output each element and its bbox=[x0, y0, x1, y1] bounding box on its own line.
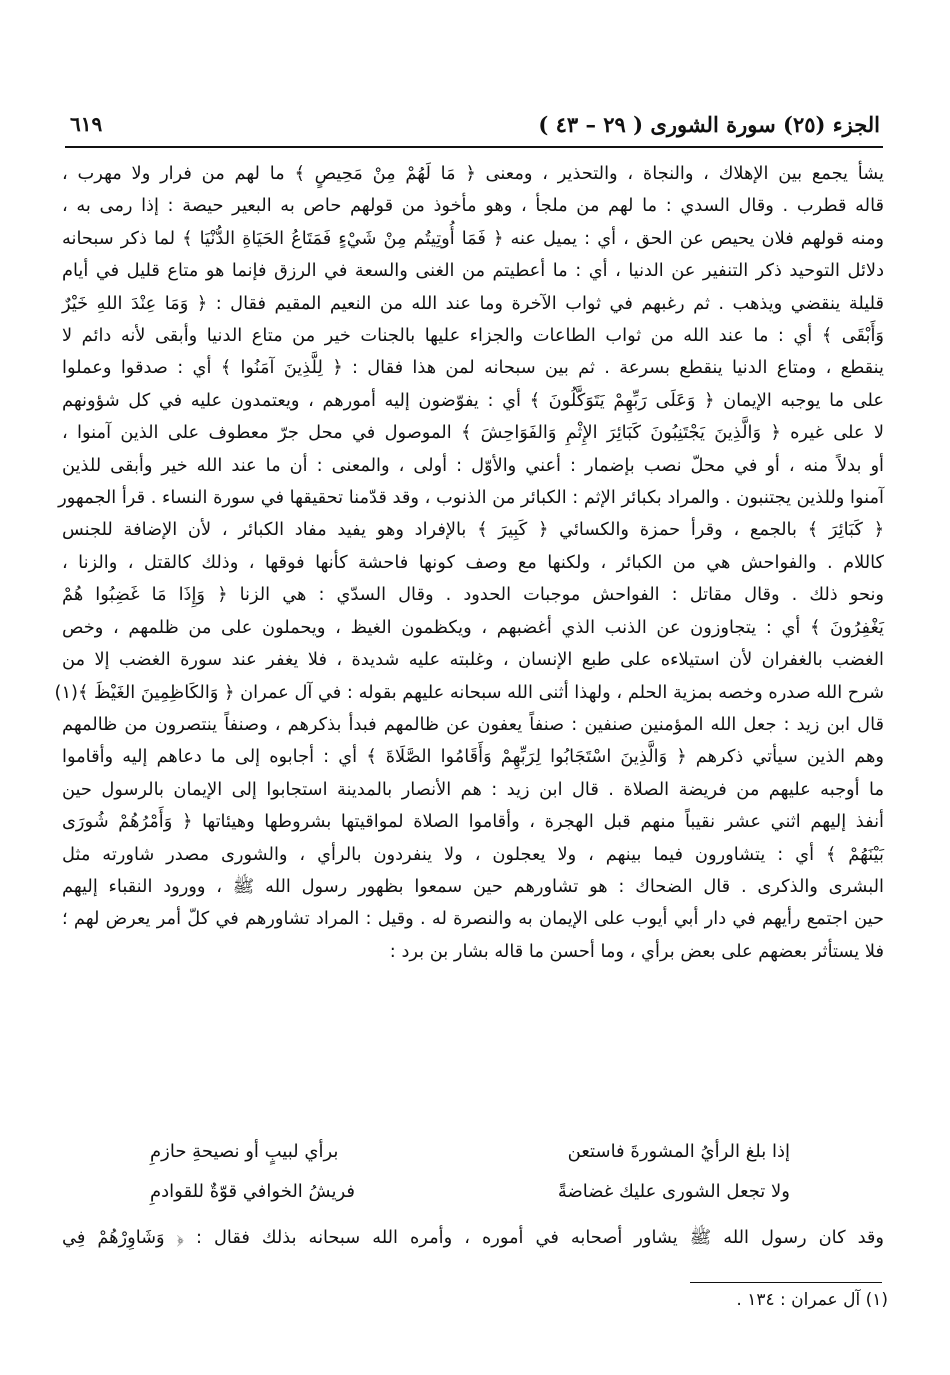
text-line: لا على غيره ﴿ وَالَّذِينَ يَجْتَنِبُونَ كَبَائِرَ الإِثْمِ وَالفَوَاحِشَ ﴾ الموصول في محل جرّ معطوف على الذين آمنوا ، bbox=[62, 422, 884, 444]
text-line: على ما يوجبه الإيمان ﴿ وَعَلَى رَبِّهِمْ يَتَوَكَّلُونَ ﴾ أي : يفوّضون إليه أمورهم ، ويعتمدون عليه في كل شؤونهم bbox=[62, 389, 884, 411]
page-header bbox=[70, 112, 880, 146]
text-line: بَيْنَهُمْ ﴾ أي : يتشاورون فيما بينهم ، ولا يعجلون ، ولا ينفردون بالرأي ، والشورى مصدر شاورته مثل bbox=[62, 843, 884, 865]
text-line: ينقطع ، ومتاع الدنيا ينقطع بسرعة . ثم بين سبحانه لمن هذا فقال : ﴿ لِلَّذِينَ آمَنُوا ﴾ أي : صدقوا وعملوا bbox=[62, 357, 884, 379]
text-line: شرح الله صدره وخصه بمزية الحلم ، ولهذا أثنى الله سبحانه عليهم بقوله : في آل عمران ﴿ وَالكَاظِمِينَ الغَيْظَ ﴾(١) bbox=[54, 681, 884, 703]
text-line: قال ابن زيد : جعل الله المؤمنين صنفين : صنفاً يعفون عن ظالمهم فبدأ بذكرهم ، وصنفاً ينتصرون من ظالمهم bbox=[62, 713, 884, 735]
text-line: الغضب بالغفران لأن استيلاءه على طبع الإنسان ، وغلبته عليه شديدة ، فلا يغفر عند سورة الغضب إلا من bbox=[62, 649, 884, 671]
text-line: ومنه قولهم فلان يحيص عن الحق ، أي : يميل عنه ﴿ فَمَا أُوتِيتُم مِنْ شَيْءٍ فَمَتَاعُ الحَيَاةِ الدُّنْيَا ﴾ لما ذكر سبحانه bbox=[62, 227, 884, 249]
body-text bbox=[54, 158, 884, 968]
poem-verse bbox=[150, 1172, 790, 1212]
poem-verse bbox=[150, 1132, 790, 1172]
text-line: فلا يستأثر بعضهم على بعض برأي ، وما أحسن ما قاله بشار بن برد : bbox=[389, 940, 884, 962]
poem-first-hemistich: إذا بلغ الرأيُ المشورةَ فاستعن bbox=[567, 1141, 790, 1162]
page-number: ٦١٩ bbox=[70, 112, 103, 136]
text-line: قاله قطرب . وقال السدي : ما لهم من ملجأ ، وهو مأخوذ من قولهم حاص به البعير حيصة : إذا رمى به ، bbox=[62, 195, 884, 217]
poem-second-hemistich: برأي لبيبٍ أو نصيحةِ حازمِ bbox=[150, 1141, 339, 1162]
text-line: حين اجتمع رأيهم في دار أبي أيوب على الإيمان به والنصرة له . وقيل : المراد تشاورهم في كلّ أمر يعرض لهم ؛ bbox=[62, 908, 884, 930]
text-line: قليلة ينقضي ويذهب . ثم رغبهم في ثواب الآخرة وما عند الله من النعيم المقيم فقال : ﴿ وَمَا عِنْدَ اللهِ خَيْرٌ bbox=[62, 292, 884, 314]
poem-second-hemistich: فريشُ الخوافي قوّةٌ للقوادمِ bbox=[150, 1181, 356, 1202]
text-line: آمنوا وللذين يجتنبون . والمراد بكبائر الإثم : الكبائر من الذنوب ، وقد قدّمنا تحقيقها في سورة النساء . قرأ الجمهور bbox=[58, 487, 884, 509]
poem-verses bbox=[150, 1132, 790, 1212]
text-line: أو بدلاً منه ، أو في محلّ نصب بإضمار : أعني والأوّل : أولى ، والمعنى : أن ما عند الله خير وأبقى للذين bbox=[62, 454, 884, 476]
text-line: أنفذ إليهم اثني عشر نقيباً منهم قبل الهجرة ، وأقاموا الصلاة لمواقيتها بشروطها وهيئاتها ﴿ وَأَمْرُهُمْ شُورَى bbox=[62, 811, 884, 833]
text-line: وهم الذين سيأتي ذكرهم ﴿ وَالَّذِينَ اسْتَجَابُوا لِرَبِّهِمْ وَأَقَامُوا الصَّلَاةَ ﴾ أي : أجابوه إلى ما دعاهم إليه وأقاموا bbox=[62, 746, 884, 768]
text-line: وَأَبْقَى ﴾ أي : ما عند الله من ثواب الطاعات والجزاء عليها بالجنات خير من متاع الدنيا وأبقى لأنه دائم لا bbox=[62, 325, 884, 347]
poem-first-hemistich: ولا تجعل الشورى عليك غضاضةً bbox=[557, 1181, 790, 1202]
text-line: يشأ يجمع بين الإهلاك ، والنجاة ، والتحذير ، ومعنى ﴿ مَا لَهُمْ مِنْ مَحِيصٍ ﴾ ما لهم من فرار ولا مهرب ، bbox=[62, 163, 884, 184]
text-line: كاللام . والفواحش هي من الكبائر ، ولكنها مع وصف كونها فاحشة كأنها فوقها ، وذلك كالقتل ، والزنا ، bbox=[62, 551, 884, 573]
header-divider bbox=[65, 146, 883, 148]
text-line: دلائل التوحيد ذكر التنفير عن الدنيا ، أي : ما أعطيتم من الغنى والسعة في الرزق فإنما هو متاع قليل في أيام bbox=[62, 260, 884, 282]
footnote-divider bbox=[690, 1282, 882, 1283]
text-line: ﴿ كَبَائِرَ ﴾ بالجمع ، وقرأ حمزة والكسائي ﴿ كَبِيرَ ﴾ بالإفراد وهو يفيد مفاد الكبائر ، لأن الإضافة للجنس bbox=[62, 519, 884, 541]
running-title: الجزء (٢٥) سورة الشورى ( ٢٩ – ٤٣ ) bbox=[538, 112, 880, 137]
text-line: ونحو ذلك . وقال مقاتل : الفواحش موجبات الحدود . وقال السدّي : هي الزنا ﴿ وَإِذَا مَا غَضِبُوا هُمْ bbox=[62, 584, 884, 606]
text-line: يَغْفِرُونَ ﴾ أي : يتجاوزون عن الذنب الذي أغضبهم ، ويكظمون الغيظ ، ويحملون على من ظلمهم ، وخص bbox=[62, 616, 884, 638]
text-line: ما أوجبه عليهم من فريضة الصلاة . قال ابن زيد : هم الأنصار بالمدينة استجابوا إلى الإيمان بالرسول حين bbox=[62, 778, 884, 800]
footnote: (١) آل عمران : ١٣٤ . bbox=[736, 1290, 888, 1310]
text-line: البشرى والذكرى . قال الضحاك : هو تشاورهم حين سمعوا بظهور رسول الله ﷺ ، وورود النقباء إليهم bbox=[62, 875, 884, 897]
closing-line: وقد كان رسول الله ﷺ يشاور أصحابه في أموره ، وأمره الله سبحانه بذلك فقال : ﴿ وَشَاوِرْهُمْ فِي bbox=[62, 1227, 884, 1248]
